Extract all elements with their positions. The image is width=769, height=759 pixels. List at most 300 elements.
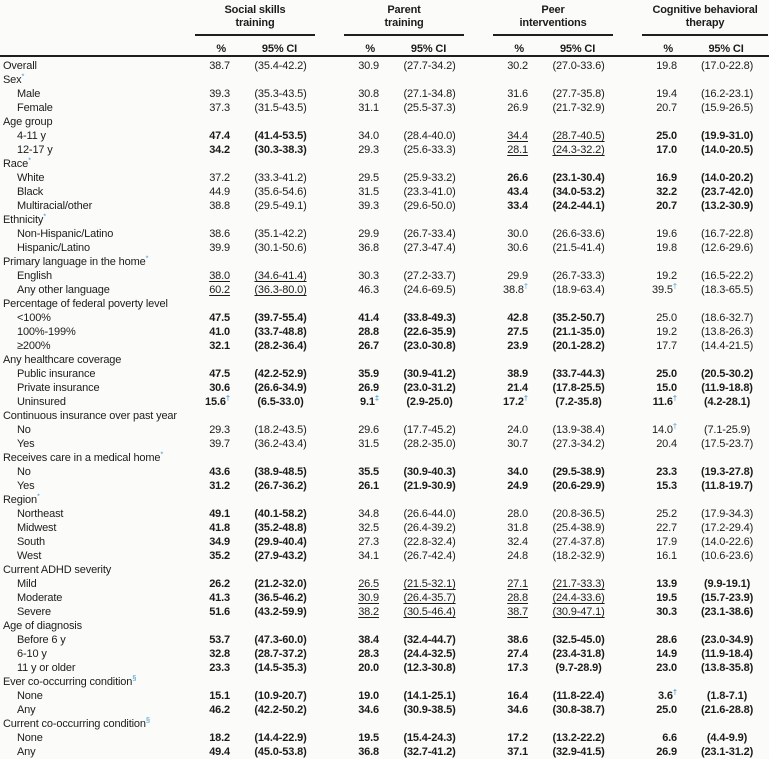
sst-ci-value: (33.7-48.8): [254, 325, 307, 338]
footnote-symbol: †: [672, 393, 678, 403]
row-label: Yes: [17, 437, 35, 450]
cbt-percent-value: 17.9: [656, 535, 678, 548]
cbt-ci-value: (1.8-7.1): [706, 689, 748, 702]
peer-ci-value: (27.4-37.8): [552, 535, 605, 548]
cbt-ci-value: (13.8-26.3): [700, 325, 754, 338]
pct-column-header: %: [341, 36, 389, 56]
peer-ci-value: (7.2-35.8): [555, 395, 602, 408]
peer-percent-value: 31.8: [507, 521, 529, 534]
cbt-ci-value: (23.1-31.2): [700, 745, 754, 758]
footnote-symbol: †: [523, 281, 529, 291]
data-row: [0, 339, 769, 353]
empty-cells: [192, 353, 769, 367]
sst-ci-value: (6.5-33.0): [257, 395, 304, 408]
cbt-ci-value: (14.0-20.5): [700, 143, 754, 156]
pt-percent-value: 30.9: [358, 591, 380, 604]
sst-ci-value: (30.3-38.3): [254, 143, 307, 156]
data-row: [0, 633, 769, 647]
peer-percent-value: 24.8: [507, 549, 529, 562]
pt-percent-value: 35.9: [358, 367, 380, 380]
pt-ci-value: (32.7-41.2): [403, 745, 456, 758]
row-label: Male: [17, 87, 41, 100]
empty-cells: [192, 213, 769, 227]
sst-percent-value: 49.4: [209, 745, 230, 758]
peer-ci-value: (30.9-47.1): [552, 605, 605, 618]
sst-percent-value: 31.2: [209, 479, 230, 492]
cbt-percent-value: 15.0: [656, 381, 678, 394]
sst-percent-value: 34.2: [209, 143, 230, 156]
data-row: [0, 731, 769, 745]
data-row: [0, 101, 769, 115]
category-row: [0, 115, 769, 129]
pt-percent-value: 41.4: [358, 311, 380, 324]
column-group-peer-interventions: [490, 0, 639, 36]
peer-ci-value: (25.4-38.9): [552, 521, 605, 534]
cbt-percent-value: 17.0: [656, 143, 678, 156]
data-row: [0, 605, 769, 619]
cbt-percent-value: 16.1: [656, 549, 678, 562]
category-row: [0, 675, 769, 689]
sst-ci-value: (35.3-43.5): [254, 87, 307, 100]
sst-ci-value: (39.7-55.4): [254, 311, 307, 324]
footnote-symbol: *: [43, 211, 47, 221]
sst-ci-value: (21.2-32.0): [254, 577, 307, 590]
cbt-ci-value: (16.2-23.1): [700, 87, 754, 100]
cbt-percent-value: 30.3: [656, 605, 678, 618]
peer-ci-value: (32.5-45.0): [552, 633, 605, 646]
pt-percent-value: 29.6: [358, 423, 380, 436]
peer-ci-value: (26.6-33.6): [552, 227, 605, 240]
sst-ci-value: (34.6-41.4): [254, 269, 307, 282]
pt-percent-value: 29.5: [358, 171, 380, 184]
cbt-percent-value: 3.6†: [658, 687, 678, 702]
pt-percent-value: 34.1: [358, 549, 380, 562]
peer-percent-value: 38.9: [507, 367, 529, 380]
sst-ci-value: (36.5-46.2): [254, 591, 307, 604]
pt-ci-value: (33.8-49.3): [403, 311, 456, 324]
peer-ci-value: (23.4-31.8): [552, 647, 605, 660]
pt-percent-value: 31.5: [358, 185, 380, 198]
footnote-symbol: †: [672, 421, 678, 431]
peer-ci-value: (27.3-34.2): [552, 437, 605, 450]
data-row: [0, 269, 769, 283]
row-label: Ethnicity*: [3, 211, 47, 226]
column-group-parent-training: [341, 0, 490, 36]
peer-ci-value: (20.1-28.2): [552, 339, 605, 352]
data-row: [0, 171, 769, 185]
pt-ci-value: (25.9-33.2): [403, 171, 456, 184]
data-row: [0, 185, 769, 199]
row-label-header: [0, 36, 192, 56]
cbt-ci-value: (4.2-28.1): [703, 395, 751, 408]
sst-ci-value: (10.9-20.7): [254, 689, 307, 702]
data-row: [0, 535, 769, 549]
empty-cells: [192, 157, 769, 171]
sst-percent-value: 29.3: [209, 423, 230, 436]
peer-percent-value: 28.8: [507, 591, 529, 604]
ci-column-header: 95% CI: [538, 36, 639, 56]
footnote-symbol: ‡: [374, 393, 380, 403]
row-label: Moderate: [17, 591, 63, 604]
pt-percent-value: 29.3: [358, 143, 380, 156]
data-row: [0, 689, 769, 703]
empty-cells: [192, 493, 769, 507]
peer-percent-value: 27.5: [507, 325, 529, 338]
cbt-ci-value: (15.7-23.9): [700, 591, 754, 604]
pt-ci-value: (29.6-50.0): [403, 199, 456, 212]
row-label: Private insurance: [17, 381, 100, 394]
empty-cells: [192, 675, 769, 689]
sst-percent-value: 46.2: [209, 703, 230, 716]
cbt-ci-value: (16.5-22.2): [700, 269, 754, 282]
pt-percent-value: 38.4: [358, 633, 380, 646]
peer-percent-value: 24.0: [507, 423, 529, 436]
category-row: [0, 451, 769, 465]
data-row: [0, 577, 769, 591]
empty-cells: [192, 451, 769, 465]
data-row: [0, 283, 769, 297]
peer-percent-value: 28.0: [507, 507, 529, 520]
cbt-percent-value: 6.6: [662, 731, 678, 744]
peer-ci-value: (18.9-63.4): [552, 283, 605, 296]
empty-cells: [192, 73, 769, 87]
peer-ci-value: (34.0-53.2): [552, 185, 605, 198]
peer-percent-value: 37.1: [507, 745, 529, 758]
row-label: Mild: [17, 577, 37, 590]
row-label: Black: [17, 185, 44, 198]
sst-ci-value: (36.3-80.0): [254, 283, 307, 296]
pt-ci-value: (2.9-25.0): [406, 395, 453, 408]
peer-ci-value: (21.5-41.4): [552, 241, 605, 254]
peer-percent-value: 38.7: [507, 605, 529, 618]
cbt-ci-value: (23.0-34.9): [700, 633, 754, 646]
cbt-ci-value: (7.1-25.9): [703, 423, 751, 436]
sst-percent-value: 38.6: [209, 227, 230, 240]
peer-percent-value: 17.2: [507, 731, 529, 744]
sst-ci-value: (28.2-36.4): [254, 339, 307, 352]
row-label: Non-Hispanic/Latino: [17, 227, 114, 240]
peer-percent-value: 34.4: [507, 129, 529, 142]
sst-percent-value: 35.2: [209, 549, 230, 562]
row-label: Yes: [17, 479, 35, 492]
row-label: Before 6 y: [17, 633, 66, 646]
pt-percent-value: 29.9: [358, 227, 380, 240]
peer-ci-value: (20.6-29.9): [552, 479, 605, 492]
footnote-symbol: *: [160, 449, 164, 459]
category-row: [0, 297, 769, 311]
peer-percent-value: 31.6: [507, 87, 529, 100]
row-label: West: [17, 549, 42, 562]
sst-percent-value: 49.1: [209, 507, 230, 520]
row-label: 11 y or older: [17, 661, 76, 674]
sst-percent-value: 41.0: [209, 325, 230, 338]
peer-percent-value: 33.4: [507, 199, 529, 212]
pt-ci-value: (27.7-34.2): [403, 59, 456, 72]
category-row: [0, 563, 769, 577]
peer-ci-value: (11.8-22.4): [552, 689, 605, 702]
cbt-ci-value: (11.9-18.8): [701, 381, 753, 394]
sst-percent-value: 47.5: [209, 367, 230, 380]
pt-ci-value: (27.3-47.4): [403, 241, 456, 254]
sst-percent-value: 41.3: [209, 591, 230, 604]
empty-cells: [192, 409, 769, 423]
data-row: [0, 591, 769, 605]
cbt-percent-value: 20.7: [656, 101, 678, 114]
footnote-symbol: *: [145, 253, 149, 263]
cbt-percent-value: 28.6: [656, 633, 678, 646]
sst-ci-value: (43.2-59.9): [254, 605, 307, 618]
pt-ci-value: (24.6-69.5): [403, 283, 456, 296]
peer-ci-value: (21.7-33.3): [552, 577, 605, 590]
peer-percent-value: 38.8†: [503, 281, 529, 296]
peer-percent-value: 38.6: [507, 633, 529, 646]
pct-column-header: %: [639, 36, 687, 56]
cbt-ci-value: (19.9-31.0): [700, 129, 754, 142]
data-row: [0, 199, 769, 213]
peer-percent-value: 42.8: [507, 311, 529, 324]
sst-percent-value: 18.2: [209, 731, 230, 744]
row-label: Any other language: [17, 283, 110, 296]
row-label: Percentage of federal poverty level: [3, 297, 168, 310]
cbt-ci-value: (21.6-28.8): [700, 703, 754, 716]
row-label: Northeast: [17, 507, 64, 520]
pt-percent-value: 31.1: [358, 101, 380, 114]
peer-ci-value: (32.9-41.5): [552, 745, 605, 758]
pt-ci-value: (26.4-39.2): [403, 521, 456, 534]
row-label: None: [17, 731, 43, 744]
peer-percent-value: 26.9: [507, 101, 529, 114]
sst-ci-value: (33.3-41.2): [254, 171, 307, 184]
empty-cells: [192, 115, 769, 129]
peer-ci-value: (24.4-33.6): [552, 591, 605, 604]
ci-column-header: 95% CI: [389, 36, 490, 56]
pt-ci-value: (12.3-30.8): [403, 661, 456, 674]
row-label: White: [17, 171, 45, 184]
pt-ci-value: (30.9-40.3): [403, 465, 456, 478]
row-label: Receives care in a medical home*: [3, 449, 164, 464]
peer-percent-value: 28.1: [507, 143, 529, 156]
subheader-row: [0, 36, 769, 56]
cbt-percent-value: 16.9: [656, 171, 678, 184]
group-title: Cognitive behavioral: [652, 4, 758, 16]
cbt-ci-value: (17.0-22.8): [700, 59, 754, 72]
table-body: [0, 56, 769, 759]
peer-percent-value: 16.4: [507, 689, 529, 702]
peer-percent-value: 27.4: [507, 647, 529, 660]
row-label: Midwest: [17, 521, 57, 534]
group-title: training: [235, 16, 275, 29]
cbt-ci-value: (14.0-22.6): [700, 535, 754, 548]
row-label: Public insurance: [17, 367, 96, 380]
empty-cells: [192, 717, 769, 731]
row-label: Current ADHD severity: [3, 563, 112, 576]
column-group-cognitive-behavioral-therapy: [639, 0, 769, 36]
cbt-percent-value: 11.6†: [652, 393, 678, 408]
pt-ci-value: (30.9-38.5): [403, 703, 456, 716]
pt-ci-value: (26.4-35.7): [403, 591, 456, 604]
pt-percent-value: 36.8: [358, 745, 380, 758]
row-label: Continuous insurance over past year: [3, 409, 177, 422]
category-row: [0, 73, 769, 87]
cbt-percent-value: 19.2: [656, 269, 678, 282]
data-row: [0, 703, 769, 717]
peer-ci-value: (30.8-38.7): [552, 703, 605, 716]
sst-percent-value: 26.2: [209, 577, 230, 590]
sst-percent-value: 23.3: [209, 661, 230, 674]
row-label: Current co-occurring condition§: [3, 715, 151, 730]
sst-ci-value: (35.1-42.2): [254, 227, 307, 240]
cbt-percent-value: 23.0: [656, 661, 678, 674]
cbt-percent-value: 19.8: [656, 59, 678, 72]
row-label: ≥200%: [17, 339, 51, 352]
row-label: Any: [17, 703, 36, 716]
pt-percent-value: 34.6: [358, 703, 380, 716]
pt-ci-value: (21.5-32.1): [403, 577, 456, 590]
cbt-percent-value: 20.7: [656, 199, 678, 212]
pt-percent-value: 19.0: [358, 689, 380, 702]
peer-ci-value: (9.7-28.9): [555, 661, 602, 674]
pt-percent-value: 46.3: [358, 283, 380, 296]
data-row: [0, 423, 769, 437]
cbt-ci-value: (17.9-34.3): [700, 507, 754, 520]
data-row: [0, 129, 769, 143]
sst-percent-value: 30.6: [209, 381, 230, 394]
empty-cells: [192, 619, 769, 633]
sst-ci-value: (27.9-43.2): [254, 549, 307, 562]
row-label: Region*: [3, 491, 40, 506]
pt-ci-value: (30.5-46.4): [403, 605, 456, 618]
row-label: Sex*: [3, 71, 25, 86]
peer-ci-value: (18.2-32.9): [552, 549, 605, 562]
sst-ci-value: (26.6-34.9): [254, 381, 307, 394]
data-row: [0, 311, 769, 325]
cbt-percent-value: 17.7: [656, 339, 678, 352]
cbt-percent-value: 25.0: [656, 129, 678, 142]
footnote-symbol: †: [225, 393, 230, 403]
cbt-ci-value: (14.4-21.5): [700, 339, 754, 352]
peer-ci-value: (35.2-50.7): [552, 311, 605, 324]
data-row: [0, 647, 769, 661]
sst-ci-value: (35.4-42.2): [254, 59, 307, 72]
pt-percent-value: 26.7: [358, 339, 380, 352]
peer-percent-value: 30.6: [507, 241, 529, 254]
pt-ci-value: (21.9-30.9): [403, 479, 456, 492]
peer-ci-value: (24.2-44.1): [552, 199, 605, 212]
pt-ci-value: (28.2-35.0): [403, 437, 456, 450]
data-row: [0, 227, 769, 241]
pt-percent-value: 20.0: [358, 661, 380, 674]
sst-percent-value: 38.8: [209, 199, 230, 212]
peer-ci-value: (29.5-38.9): [552, 465, 605, 478]
row-label: No: [17, 423, 31, 436]
cbt-percent-value: 25.0: [656, 311, 678, 324]
footnote-symbol: §: [132, 673, 137, 683]
sst-percent-value: 34.9: [209, 535, 230, 548]
sst-ci-value: (29.9-40.4): [254, 535, 307, 548]
sst-ci-value: (26.7-36.2): [254, 479, 307, 492]
data-row: [0, 745, 769, 759]
row-label: Age of diagnosis: [3, 619, 82, 632]
data-row: [0, 395, 769, 409]
pt-ci-value: (22.8-32.4): [403, 535, 456, 548]
cbt-ci-value: (17.5-23.7): [700, 437, 754, 450]
pt-ci-value: (24.4-32.5): [403, 647, 456, 660]
peer-ci-value: (13.2-22.2): [552, 731, 605, 744]
sst-percent-value: 39.9: [209, 241, 230, 254]
pt-percent-value: 30.9: [358, 59, 380, 72]
pt-percent-value: 30.3: [358, 269, 380, 282]
data-row: [0, 661, 769, 675]
peer-percent-value: 34.6: [507, 703, 529, 716]
sst-ci-value: (28.7-37.2): [254, 647, 307, 660]
data-row: [0, 87, 769, 101]
row-label: 6-10 y: [17, 647, 47, 660]
category-row: [0, 409, 769, 423]
cbt-percent-value: 39.5†: [652, 281, 678, 296]
pt-ci-value: (23.0-30.8): [403, 339, 456, 352]
ci-column-header: 95% CI: [240, 36, 341, 56]
peer-ci-value: (28.7-40.5): [552, 129, 605, 142]
peer-percent-value: 26.6: [507, 171, 529, 184]
peer-ci-value: (33.7-44.3): [552, 367, 605, 380]
data-row: [0, 241, 769, 255]
pt-ci-value: (32.4-44.7): [403, 633, 456, 646]
row-label: <100%: [17, 311, 51, 324]
peer-percent-value: 32.4: [507, 535, 529, 548]
cbt-ci-value: (20.5-30.2): [700, 367, 754, 380]
row-label: Race*: [3, 155, 32, 170]
row-label: Age group: [3, 115, 53, 128]
cbt-percent-value: 15.3: [656, 479, 678, 492]
row-label: Primary language in the home*: [3, 253, 149, 268]
group-title: Social skills: [224, 4, 286, 16]
pt-ci-value: (27.1-34.8): [403, 87, 456, 100]
sst-ci-value: (45.0-53.8): [254, 745, 307, 758]
peer-ci-value: (24.3-32.2): [552, 143, 605, 156]
data-row: [0, 437, 769, 451]
sst-percent-value: 43.6: [209, 465, 230, 478]
sst-percent-value: 47.4: [209, 129, 230, 142]
pt-percent-value: 26.5: [358, 577, 380, 590]
sst-ci-value: (41.4-53.5): [254, 129, 307, 142]
sst-ci-value: (38.9-48.5): [254, 465, 307, 478]
peer-percent-value: 17.3: [507, 661, 529, 674]
cbt-ci-value: (13.2-30.9): [700, 199, 754, 212]
data-row: [0, 465, 769, 479]
pct-column-header: %: [192, 36, 240, 56]
cbt-percent-value: 25.0: [656, 367, 678, 380]
cbt-ci-value: (11.8-19.7): [701, 479, 753, 492]
category-row: [0, 353, 769, 367]
pt-ci-value: (25.6-33.3): [403, 143, 456, 156]
sst-ci-value: (42.2-50.2): [254, 703, 307, 716]
row-label: None: [17, 689, 43, 702]
category-row: [0, 255, 769, 269]
peer-percent-value: 29.9: [507, 269, 529, 282]
peer-ci-value: (23.1-30.4): [552, 171, 605, 184]
sst-percent-value: 44.9: [209, 185, 230, 198]
row-label: Hispanic/Latino: [17, 241, 90, 254]
group-title: Peer: [541, 4, 565, 16]
peer-percent-value: 43.4: [507, 185, 529, 198]
peer-ci-value: (21.1-35.0): [552, 325, 605, 338]
pt-percent-value: 36.8: [358, 241, 380, 254]
group-title: training: [384, 16, 424, 29]
cbt-ci-value: (12.6-29.6): [700, 241, 754, 254]
cbt-ci-value: (14.0-20.2): [700, 171, 754, 184]
pt-ci-value: (17.7-45.2): [403, 423, 456, 436]
sst-ci-value: (18.2-43.5): [254, 423, 307, 436]
